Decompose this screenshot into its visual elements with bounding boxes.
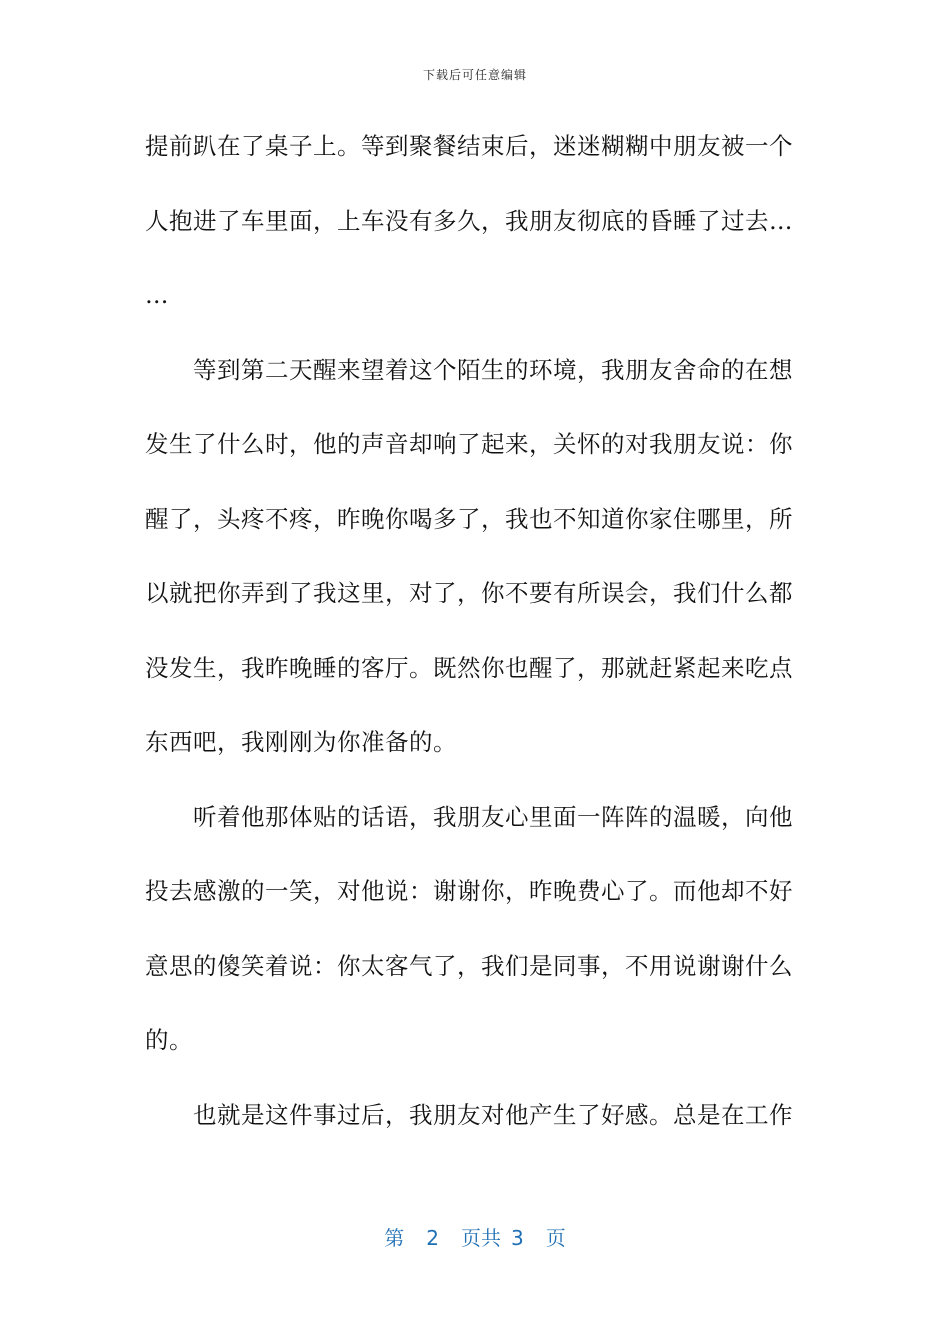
body-text — [145, 118, 793, 1161]
page-middle: 页共 — [461, 1226, 501, 1250]
paragraph-line: 意思的傻笑着说：你太客气了，我们是同事，不用说谢谢什么 — [145, 951, 793, 980]
paragraph-line: 没发生，我昨晚睡的客厅。既然你也醒了，那就赶紧起来吃点 — [145, 653, 793, 682]
paragraph-line: 发生了什么时，他的声音却响了起来，关怀的对我朋友说：你 — [145, 430, 793, 458]
page-number-footer — [0, 1222, 950, 1251]
paragraph-line: 人抱进了车里面，上车没有多久，我朋友彻底的昏睡了过去… — [145, 206, 793, 235]
paragraph-line: 听着他那体贴的话语，我朋友心里面一阵阵的温暖，向他 — [193, 802, 793, 831]
paragraph-line: 等到第二天醒来望着这个陌生的环境，我朋友舍命的在想 — [193, 355, 793, 384]
paragraph-line: 的。 — [145, 1026, 193, 1054]
page-total: 3 — [511, 1226, 524, 1250]
paragraph-line: … — [145, 281, 169, 309]
paragraph-line: 也就是这件事过后，我朋友对他产生了好感。总是在工作 — [193, 1100, 793, 1129]
page-suffix: 页 — [545, 1226, 566, 1250]
paragraph-line: 提前趴在了桌子上。等到聚餐结束后，迷迷糊糊中朋友被一个 — [145, 132, 793, 160]
header-note: 下载后可任意编辑 — [422, 68, 527, 82]
paragraph-line: 醒了，头疼不疼，昨晚你喝多了，我也不知道你家住哪里，所 — [145, 504, 793, 533]
paragraph-line: 东西吧，我刚刚为你准备的。 — [145, 728, 457, 756]
page-current: 2 — [426, 1226, 439, 1250]
paragraph-line: 以就把你弄到了我这里，对了，你不要有所误会，我们什么都 — [145, 579, 793, 607]
paragraph-line: 投去感激的一笑，对他说：谢谢你，昨晚费心了。而他却不好 — [145, 877, 793, 905]
page-prefix: 第 — [384, 1226, 405, 1250]
